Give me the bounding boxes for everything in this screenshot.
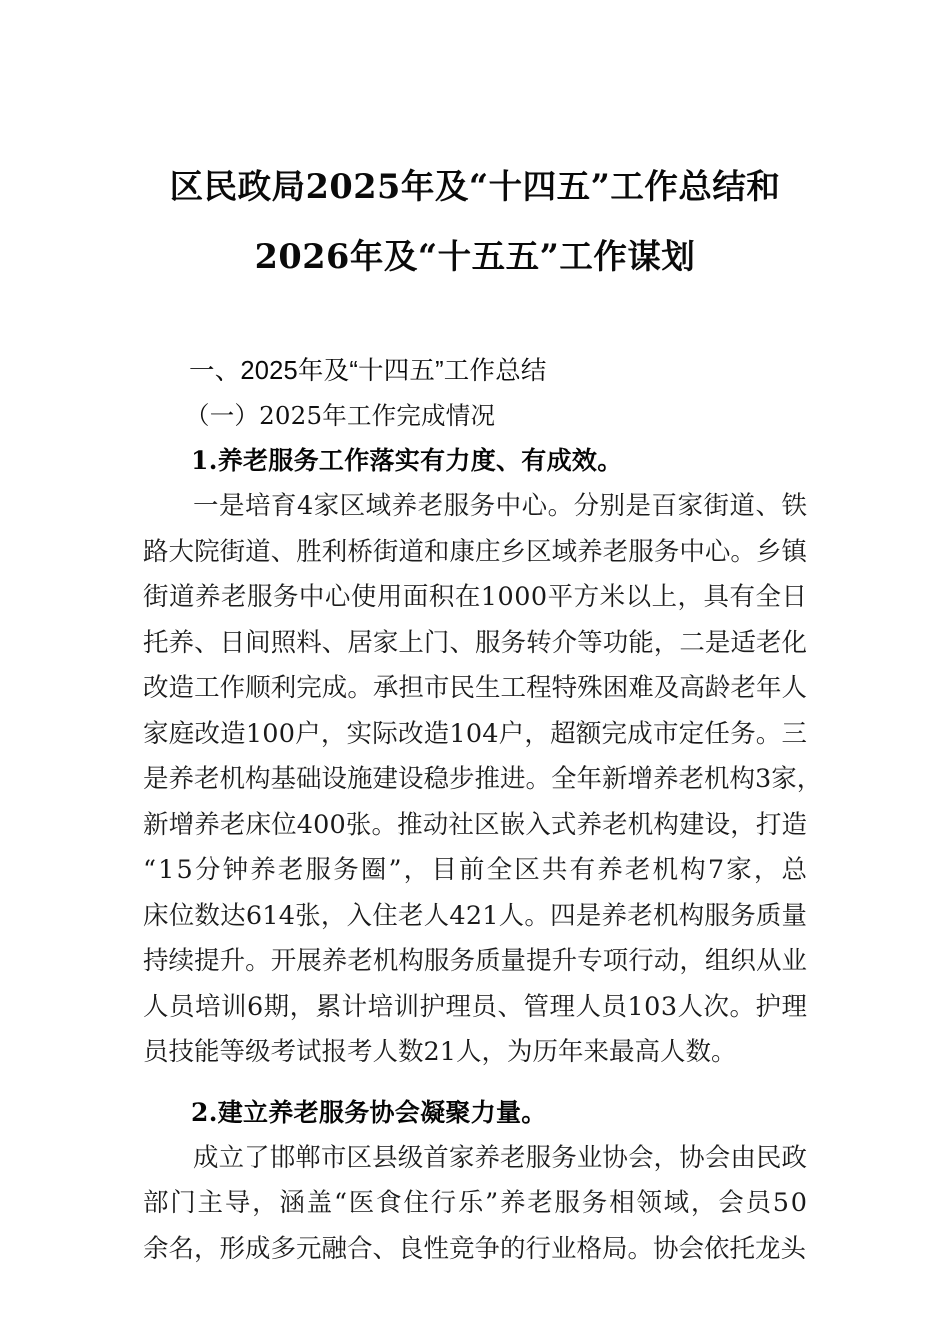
paragraph-line: 新增养老床位400张。推动社区嵌入式养老机构建设，打造 <box>143 809 808 840</box>
document-content <box>143 0 823 1272</box>
paragraph-association <box>143 1136 807 1273</box>
page-title-line-1: 区民政局2025年及“十四五”工作总结和 <box>169 167 781 206</box>
paragraph-line: 持续提升。开展养老机构服务质量提升专项行动，组织从业 <box>143 946 808 976</box>
section-heading-level3-item2: 2.建立养老服务协会凝聚力量。 <box>191 1097 547 1127</box>
paragraph-line: 托养、日间照料、居家上门、服务转介等功能，二是适老化 <box>143 627 808 658</box>
paragraph-line: 一是培育4家区域养老服务中心。分别是百家街道、铁 <box>193 491 808 521</box>
paragraph-line: “15分钟养老服务圈”，目前全区共有养老机构7家，总 <box>143 855 810 885</box>
section-heading-level2: （一）2025年工作完成情况 <box>185 401 496 430</box>
paragraph-line: 床位数达614张，入住老人421人。四是养老机构服务质量 <box>143 900 808 931</box>
section-heading-level3-item1: 1.养老服务工作落实有力度、有成效。 <box>191 446 623 475</box>
paragraph-line: 是养老机构基础设施建设稳步推进。全年新增养老机构3家， <box>143 764 823 794</box>
paragraph-line: 家庭改造100户，实际改造104户，超额完成市定任务。三 <box>143 718 808 749</box>
page-title <box>143 0 807 292</box>
paragraph-line: 改造工作顺利完成。承担市民生工程特殊困难及高龄老年人 <box>143 673 808 703</box>
paragraph-line: 路大院街道、胜利桥街道和康庄乡区域养老服务中心。乡镇 <box>143 536 808 567</box>
paragraph-aging-services <box>143 484 823 1076</box>
section-heading-level1: 一、2025年及“十四五”工作总结 <box>189 357 547 385</box>
paragraph-line: 街道养老服务中心使用面积在1000平方米以上，具有全日 <box>143 582 808 612</box>
paragraph-line: 部门主导，涵盖“医食住行乐”养老服务相领域，会员50 <box>143 1188 809 1218</box>
paragraph-line: 余名，形成多元融合、良性竞争的行业格局。协会依托龙头 <box>143 1233 807 1264</box>
paragraph-line: 成立了邯郸市区县级首家养老服务业协会，协会由民政 <box>193 1142 808 1173</box>
paragraph-line: 员技能等级考试报考人数21人，为历年来最高人数。 <box>143 1037 737 1067</box>
page-title-line-2: 2026年及“十五五”工作谋划 <box>254 237 696 276</box>
paragraph-line: 人员培训6期，累计培训护理员、管理人员103人次。护理 <box>143 991 808 1022</box>
